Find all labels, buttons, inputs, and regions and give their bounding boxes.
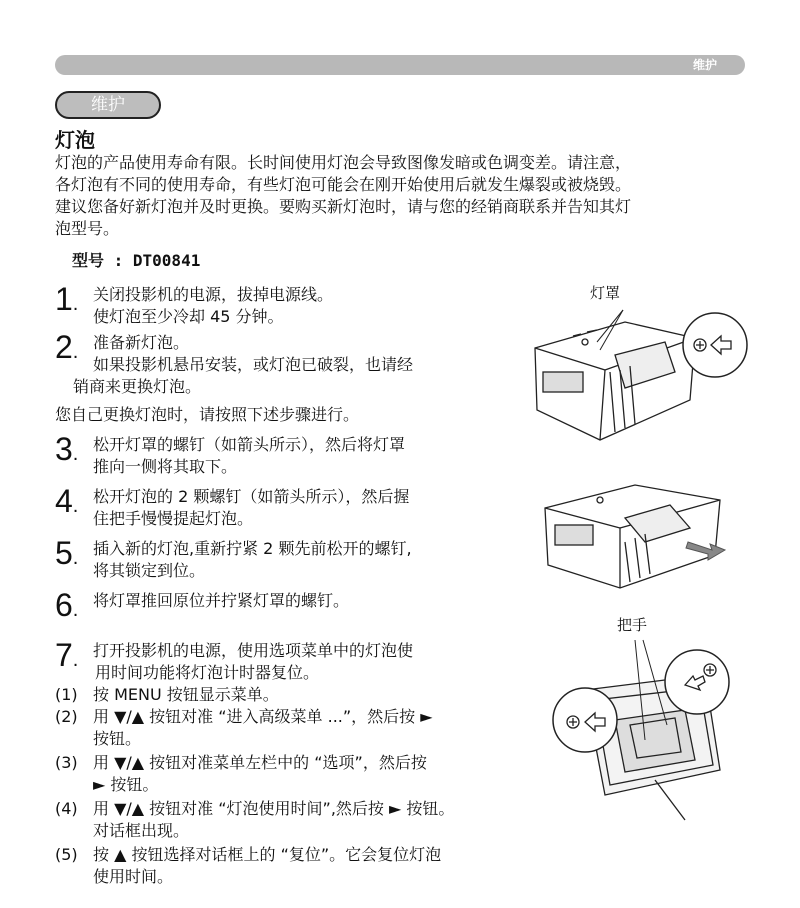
substep-line: 按 ▲ 按钮选择对话框上的 “复位”。它会复位灯泡 <box>93 845 442 864</box>
step-text <box>93 284 333 328</box>
substep-line: 按 MENU 按钮显示菜单。 <box>93 685 279 704</box>
header-tag: 维护 <box>692 58 717 72</box>
screw-callout-1 <box>683 313 747 377</box>
substep-line: 用 ▼/▲ 按钮对准 “灯泡使用时间”,然后按 ► 按钮。 <box>93 799 455 818</box>
step-line: 将其锁定到位。 <box>93 561 206 580</box>
step-text <box>73 332 414 398</box>
intro-line: 灯泡的产品使用寿命有限。长时间使用灯泡会导致图像发暗或色调变差。请注意， <box>55 153 632 172</box>
intro-line: 泡型号。 <box>55 219 120 238</box>
section-label: 维护 <box>55 91 161 119</box>
step-number: 6 . <box>55 588 78 627</box>
step-line: 销商来更换灯泡。 <box>73 377 202 396</box>
step-number: 1 . <box>55 282 78 321</box>
substep-text <box>93 752 427 796</box>
step-text <box>93 434 405 478</box>
substep-line: ► 按钮。 <box>93 775 159 794</box>
step-line: 使灯泡至少冷却 45 分钟。 <box>93 307 284 326</box>
step-line: 准备新灯泡。 <box>93 333 190 352</box>
substep-line: 用 ▼/▲ 按钮对准菜单左栏中的 “选项”，然后按 <box>93 753 427 772</box>
substep-line: 按钮。 <box>93 729 142 748</box>
step-text <box>93 538 412 582</box>
substep-line: 使用时间。 <box>93 867 174 886</box>
step-number: 4 . <box>55 484 78 523</box>
step-line: 插入新的灯泡,重新拧紧 2 颗先前松开的螺钉, <box>93 539 412 558</box>
screw-callout-2 <box>665 650 729 714</box>
projector-remove-cover-illustration <box>540 470 740 595</box>
step-text <box>93 486 409 530</box>
step-line: 住把手慢慢提起灯泡。 <box>93 509 254 528</box>
substep-number: (5) <box>55 845 78 864</box>
handle-label: 把手 <box>617 616 648 634</box>
step-line: 用时间功能将灯泡计时器复位。 <box>95 663 320 682</box>
step-line: 关闭投影机的电源，拔掉电源线。 <box>93 285 334 304</box>
substep-number: (1) <box>55 685 78 704</box>
lamp-cover-label: 灯罩 <box>590 284 621 302</box>
step-number: 5 . <box>55 536 78 575</box>
step-text <box>93 640 413 684</box>
screw-callout-3 <box>553 688 617 752</box>
substep-number: (2) <box>55 707 78 726</box>
substep-text <box>93 798 454 842</box>
step-line: 将灯罩推回原位并拧紧灯罩的螺钉。 <box>93 591 350 610</box>
intro-paragraph <box>55 152 755 240</box>
substep-line: 用 ▼/▲ 按钮对准 “进入高级菜单 ...”，然后按 ► <box>93 707 433 726</box>
page-header-bar <box>55 55 745 75</box>
substep-number: (4) <box>55 799 78 818</box>
model-number: 型号 : DT00841 <box>72 251 201 270</box>
substep-number: (3) <box>55 753 78 772</box>
page-title: 灯泡 <box>55 128 95 152</box>
intro-line: 建议您备好新灯泡并及时更换。要购买新灯泡时，请与您的经销商联系并告知其灯 <box>55 197 632 216</box>
intro-line: 各灯泡有不同的使用寿命，有些灯泡可能会在刚开始使用后就发生爆裂或被烧毁。 <box>55 175 632 194</box>
step-number: 7 . <box>55 638 78 677</box>
step-number: 2 . <box>55 330 78 369</box>
substep-text <box>93 844 441 888</box>
substep-text <box>93 684 279 706</box>
step-line: 松开灯罩的螺钉（如箭头所示），然后将灯罩 <box>93 435 406 454</box>
step-number: 3 . <box>55 432 78 471</box>
self-replace-note: 您自己更换灯泡时，请按照下述步骤进行。 <box>55 405 360 424</box>
substep-text <box>93 706 433 750</box>
step-line: 如果投影机悬吊安装，或灯泡已破裂，也请经 <box>93 355 414 374</box>
projector-lamp-cover-illustration <box>525 300 755 450</box>
step-line: 打开投影机的电源，使用选项菜单中的灯泡使 <box>93 641 414 660</box>
step-text <box>93 590 349 612</box>
substep-line: 对话框出现。 <box>93 821 190 840</box>
lamp-handle-illustration <box>545 630 745 830</box>
step-line: 松开灯泡的 2 颗螺钉（如箭头所示），然后握 <box>93 487 410 506</box>
step-line: 推向一侧将其取下。 <box>93 457 238 476</box>
